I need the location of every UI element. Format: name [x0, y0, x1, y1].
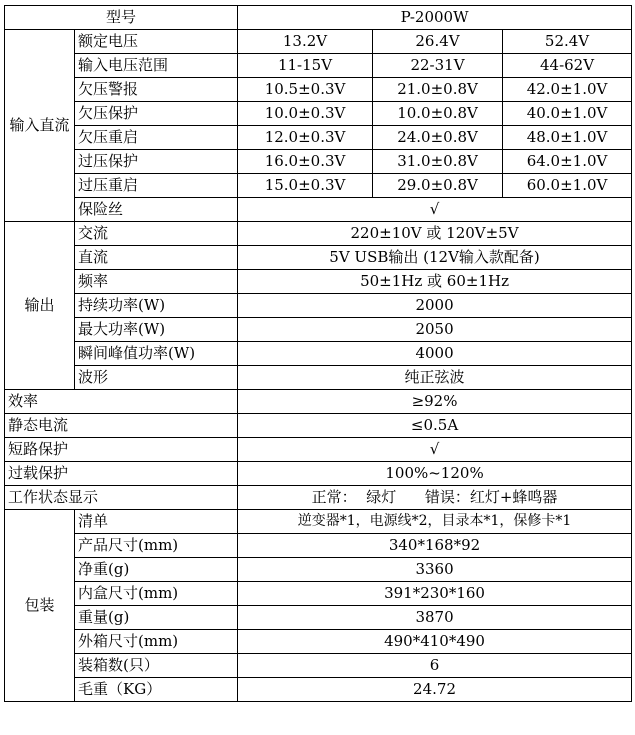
row-label: 过压重启	[75, 174, 238, 198]
fuse-check-value: √	[238, 198, 632, 222]
row-value: 21.0±0.8V	[373, 78, 503, 102]
row-value: 40.0±1.0V	[503, 102, 632, 126]
row-value: 48.0±1.0V	[503, 126, 632, 150]
row-value: 10.0±0.3V	[238, 102, 373, 126]
row-label: 毛重（KG）	[75, 678, 238, 702]
table-row	[5, 222, 632, 246]
row-value: 3360	[238, 558, 632, 582]
row-value: 42.0±1.0V	[503, 78, 632, 102]
row-value: 3870	[238, 606, 632, 630]
table-row	[5, 534, 632, 558]
row-label: 频率	[75, 270, 238, 294]
table-row	[5, 366, 632, 390]
row-value: 纯正弦波	[238, 366, 632, 390]
row-label: 欠压警报	[75, 78, 238, 102]
table-row	[5, 606, 632, 630]
table-row	[5, 174, 632, 198]
table-row	[5, 102, 632, 126]
row-value: 490*410*490	[238, 630, 632, 654]
table-row	[5, 54, 632, 78]
table-row	[5, 510, 632, 534]
table-row	[5, 462, 632, 486]
row-value: 24.0±0.8V	[373, 126, 503, 150]
row-value: 100%~120%	[238, 462, 632, 486]
row-value: 11-15V	[238, 54, 373, 78]
row-label: 静态电流	[5, 414, 238, 438]
table-row	[5, 414, 632, 438]
row-value: 5V USB输出 (12V输入款配备)	[238, 246, 632, 270]
row-value: 44-62V	[503, 54, 632, 78]
row-value: √	[238, 438, 632, 462]
row-label: 内盒尺寸(mm)	[75, 582, 238, 606]
table-row	[5, 390, 632, 414]
row-label: 净重(g)	[75, 558, 238, 582]
row-label: 直流	[75, 246, 238, 270]
row-value: 2050	[238, 318, 632, 342]
row-label: 欠压重启	[75, 126, 238, 150]
row-value: 6	[238, 654, 632, 678]
row-value: 52.4V	[503, 30, 632, 54]
row-label: 额定电压	[75, 30, 238, 54]
table-row	[5, 582, 632, 606]
row-label: 外箱尺寸(mm)	[75, 630, 238, 654]
model-label: 型号	[5, 6, 238, 30]
model-row	[5, 6, 632, 30]
table-row	[5, 342, 632, 366]
table-row	[5, 198, 632, 222]
model-value: P-2000W	[238, 6, 632, 30]
row-value: 340*168*92	[238, 534, 632, 558]
row-label: 短路保护	[5, 438, 238, 462]
table-row	[5, 30, 632, 54]
table-row	[5, 78, 632, 102]
row-label: 清单	[75, 510, 238, 534]
row-label: 交流	[75, 222, 238, 246]
table-row	[5, 558, 632, 582]
row-value: ≥92%	[238, 390, 632, 414]
row-label: 产品尺寸(mm)	[75, 534, 238, 558]
row-value: 22-31V	[373, 54, 503, 78]
row-value: 12.0±0.3V	[238, 126, 373, 150]
table-row	[5, 150, 632, 174]
row-value: 26.4V	[373, 30, 503, 54]
table-row	[5, 246, 632, 270]
row-value: 2000	[238, 294, 632, 318]
group-label-output: 输出	[5, 222, 75, 390]
table-row	[5, 486, 632, 510]
row-label: 保险丝	[75, 198, 238, 222]
row-label: 效率	[5, 390, 238, 414]
row-label: 重量(g)	[75, 606, 238, 630]
table-row	[5, 438, 632, 462]
row-label: 输入电压范围	[75, 54, 238, 78]
group-label-input-dc: 输入直流	[5, 30, 75, 222]
row-label: 工作状态显示	[5, 486, 238, 510]
row-value: 64.0±1.0V	[503, 150, 632, 174]
table-row	[5, 654, 632, 678]
row-label: 波形	[75, 366, 238, 390]
row-label: 过载保护	[5, 462, 238, 486]
row-value: 29.0±0.8V	[373, 174, 503, 198]
row-value: 10.5±0.3V	[238, 78, 373, 102]
spec-table	[4, 5, 632, 702]
row-label: 最大功率(W)	[75, 318, 238, 342]
row-value: 31.0±0.8V	[373, 150, 503, 174]
table-row	[5, 294, 632, 318]
row-value: 13.2V	[238, 30, 373, 54]
row-value: 60.0±1.0V	[503, 174, 632, 198]
row-value: 逆变器*1，电源线*2，目录本*1，保修卡*1	[238, 510, 632, 534]
table-row	[5, 318, 632, 342]
row-label: 持续功率(W)	[75, 294, 238, 318]
row-value: 220±10V 或 120V±5V	[238, 222, 632, 246]
row-label: 欠压保护	[75, 102, 238, 126]
row-value: 391*230*160	[238, 582, 632, 606]
row-label: 过压保护	[75, 150, 238, 174]
row-value: 50±1Hz 或 60±1Hz	[238, 270, 632, 294]
row-value: 15.0±0.3V	[238, 174, 373, 198]
group-label-packaging: 包装	[5, 510, 75, 702]
row-value: 正常： 绿灯 错误：红灯+蜂鸣器	[238, 486, 632, 510]
row-value: ≤0.5A	[238, 414, 632, 438]
row-value: 16.0±0.3V	[238, 150, 373, 174]
table-row	[5, 630, 632, 654]
table-row	[5, 126, 632, 150]
table-row	[5, 270, 632, 294]
row-value: 4000	[238, 342, 632, 366]
row-label: 瞬间峰值功率(W)	[75, 342, 238, 366]
row-value: 24.72	[238, 678, 632, 702]
row-label: 装箱数(只）	[75, 654, 238, 678]
row-value: 10.0±0.8V	[373, 102, 503, 126]
table-row	[5, 678, 632, 702]
